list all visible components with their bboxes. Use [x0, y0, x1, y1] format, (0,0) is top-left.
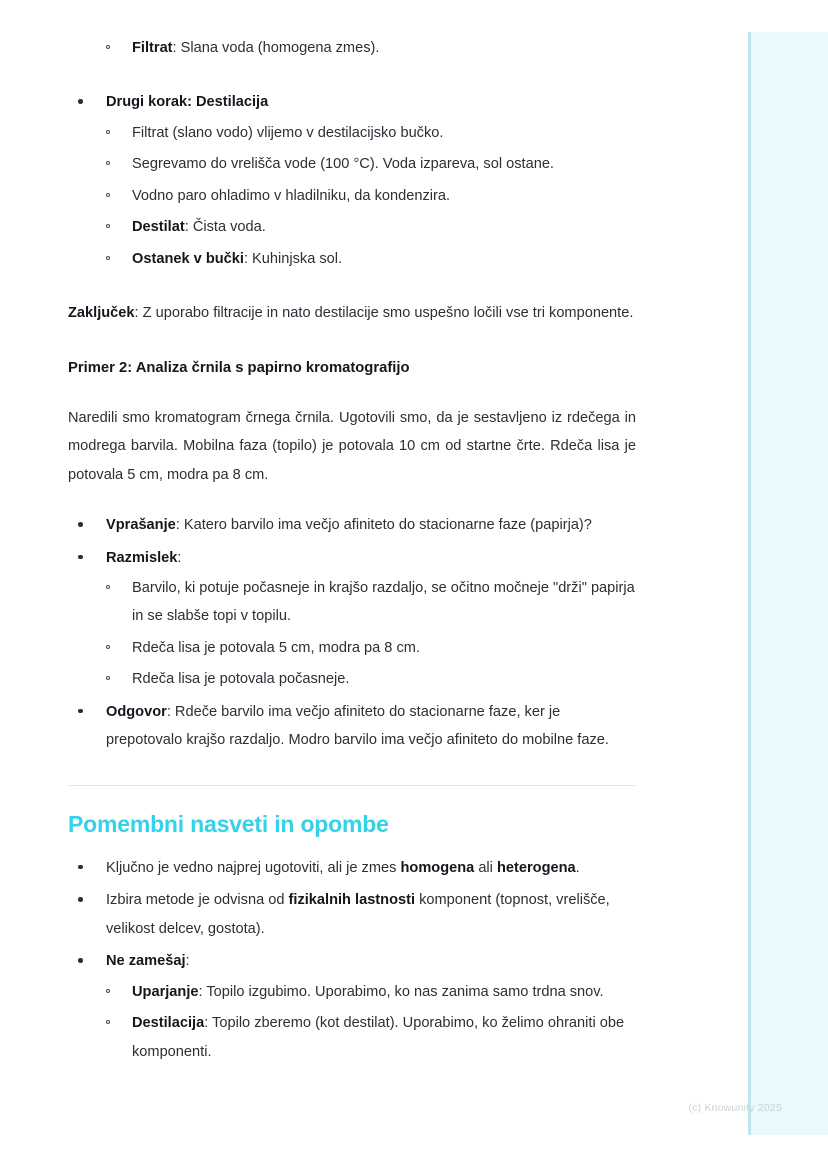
example2-paragraph: Naredili smo kromatogram črnega črnila. Ugotovili smo, da je sestavljeno iz rdečega in modrega barvila. Mobilna faza (topilo) je potovala 10 cm od startne črte. Rdeča lisa je potovala 5 cm, modra pa 8 cm. [68, 409, 636, 483]
list-item-text: : Čista voda. [184, 219, 266, 236]
reflection-colon: : [177, 549, 182, 566]
list-item-text: Vodno paro ohladimo v hladilniku, da kondenzira. [132, 187, 451, 204]
document-content [68, 34, 636, 1066]
list-item [106, 634, 636, 662]
tip1-mid: ali [474, 859, 497, 876]
list-item [106, 1009, 636, 1066]
tip3-colon: : [185, 953, 190, 970]
list-item-text: Filtrat (slano vodo) vlijemo v destilacijsko bučko. [132, 124, 444, 141]
list-item [106, 150, 636, 178]
list-item-tip-1 [78, 854, 636, 882]
reflection-sublist [106, 574, 636, 694]
steps-list [68, 88, 636, 273]
list-item-text: Rdeča lisa je potovala 5 cm, modra pa 8 cm. [132, 639, 420, 656]
tip1-bold-homogena: homogena [400, 859, 475, 876]
list-item-term: Filtrat [132, 40, 173, 56]
decorative-side-panel [748, 32, 828, 1135]
example2-qa-list [68, 511, 636, 755]
answer-label: Odgovor [106, 703, 167, 720]
list-item-text: : Topilo izgubimo. Uporabimo, ko nas zanima samo trdna snov. [198, 983, 604, 1000]
list-item-question [78, 511, 636, 539]
reflection-label: Razmislek [106, 549, 178, 566]
step-heading-label: Drugi korak: Destilacija [106, 94, 269, 111]
list-item-term: Uparjanje [132, 983, 199, 1000]
list-item-text: Rdeča lisa je potovala počasneje. [132, 671, 350, 688]
list-item-tip-2 [78, 886, 636, 943]
list-item-tip-3 [78, 947, 636, 1066]
list-continuation-filtrat [106, 34, 636, 62]
answer-text: : Rdeče barvilo ima večjo afiniteto do stacionarne faze, ker je prepotovalo krajšo razdaljo. Modro barvilo ima večjo afiniteto do mobilne faze. [106, 703, 609, 749]
tips-section-heading: Pomembni nasveti in opombe [68, 810, 389, 837]
tip3-label: Ne zamešaj [106, 953, 186, 970]
copyright-watermark: (c) Knowunity 2025 [688, 1102, 782, 1114]
tip1-pre: Ključno je vedno najprej ugotoviti, ali je zmes [106, 859, 401, 876]
tip1-post: . [575, 859, 580, 876]
list-item-text: Segrevamo do vrelišča vode (100 °C). Voda izpareva, sol ostane. [132, 156, 554, 173]
list-item-reflection [78, 544, 636, 694]
list-item-term: Destilacija [132, 1015, 205, 1032]
step-substeps-list [106, 119, 636, 273]
list-item [106, 574, 636, 631]
list-item [106, 978, 636, 1006]
tips-list [68, 854, 636, 1066]
example2-heading: Primer 2: Analiza črnila s papirno kromatografijo [68, 359, 410, 376]
list-item [106, 665, 636, 693]
tip2-bold-lastnosti: fizikalnih lastnosti [288, 892, 416, 909]
list-item-answer [78, 698, 636, 755]
list-item-text: : Slana voda (homogena zmes). [172, 40, 380, 56]
list-item-term: Destilat [132, 219, 185, 236]
list-item-term: Ostanek v bučki [132, 250, 244, 267]
tip1-bold-heterogena: heterogena [496, 859, 576, 876]
question-label: Vprašanje [106, 517, 176, 534]
list-item [106, 119, 636, 147]
conclusion-paragraph [68, 299, 636, 327]
question-text: : Katero barvilo ima večjo afiniteto do stacionarne faze (papirja)? [175, 517, 592, 534]
tip2-pre: Izbira metode je odvisna od [106, 892, 289, 909]
list-item-step-heading [78, 88, 636, 273]
tip3-sublist [106, 978, 636, 1066]
tip2-post: komponent (topnost, vrelišče, velikost delcev, gostota). [106, 892, 610, 937]
conclusion-text: : Z uporabo filtracije in nato destilacije smo uspešno ločili vse tri komponente. [134, 305, 634, 322]
list-item [106, 245, 636, 273]
list-item-text: : Topilo zberemo (kot destilat). Uporabimo, ko želimo ohraniti obe komponenti. [132, 1015, 625, 1060]
list-item [106, 213, 636, 241]
list-item [106, 34, 636, 62]
list-item [106, 182, 636, 210]
list-item-text: : Kuhinjska sol. [243, 250, 343, 267]
conclusion-label: Zaključek [68, 305, 135, 322]
list-item-text: Barvilo, ki potuje počasneje in krajšo razdaljo, se očitno močneje "drži" papirja in se slabše topi v topilu. [132, 580, 635, 625]
